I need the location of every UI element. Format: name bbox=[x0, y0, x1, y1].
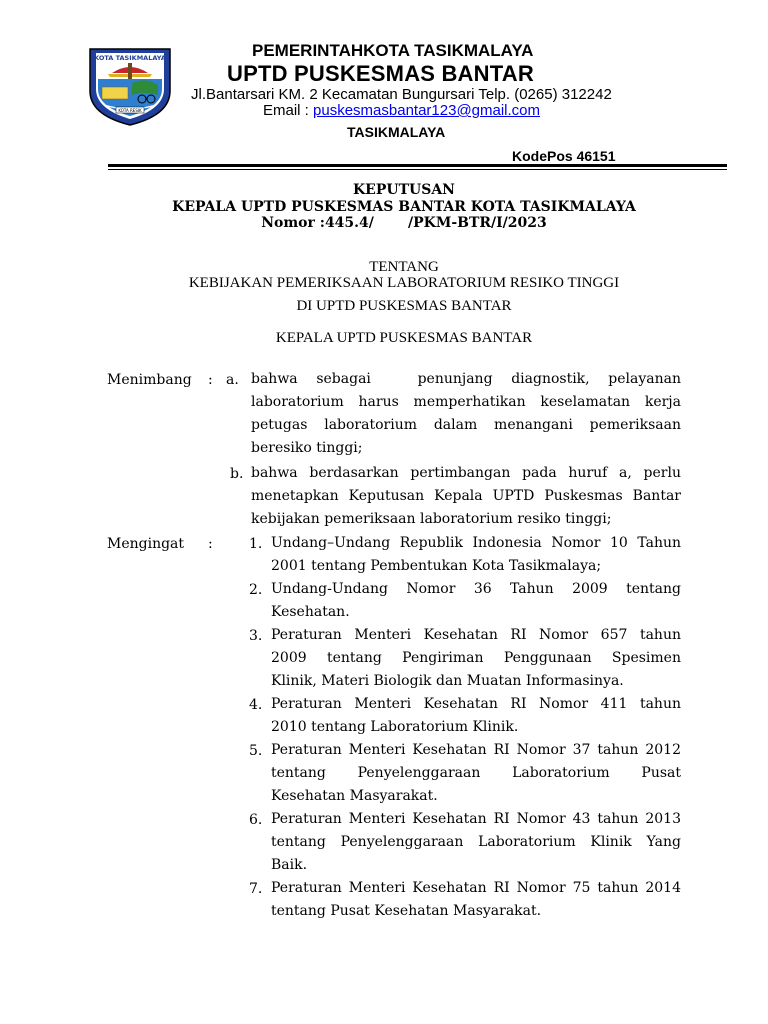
text-line: petugas laboratorium dalam menangani pemeriksaan bbox=[251, 417, 681, 433]
mengingat-item-7 bbox=[271, 877, 681, 923]
text-line: beresiko tinggi; bbox=[251, 440, 363, 456]
text-line: 2009 tentang Pengiriman Penggunaan Spesimen bbox=[271, 650, 681, 666]
mengingat-marker-3: 3. bbox=[249, 628, 263, 644]
text-line: laboratorium harus memperhatikan keselamatan kerja bbox=[251, 394, 681, 410]
mengingat-item-3 bbox=[271, 624, 681, 693]
government-name: PEMERINTAHKOTA TASIKMALAYA bbox=[252, 41, 534, 60]
city-name: TASIKMALAYA bbox=[347, 124, 446, 140]
menimbang-item-a bbox=[251, 368, 681, 460]
text-line: Peraturan Menteri Kesehatan RI Nomor 657 tahun bbox=[271, 627, 681, 643]
menimbang-label: Menimbang bbox=[107, 372, 192, 388]
text-line: tentang Pusat Kesehatan Masyarakat. bbox=[271, 903, 542, 919]
email-label: Email : bbox=[263, 102, 314, 119]
email-line bbox=[263, 102, 540, 119]
postal-code: KodePos 46151 bbox=[512, 148, 616, 164]
menimbang-colon: : bbox=[208, 372, 213, 388]
letterhead bbox=[0, 0, 768, 175]
email-link[interactable]: puskesmasbantar123@gmail.com bbox=[313, 102, 541, 119]
text-line: bahwa berdasarkan pertimbangan pada huruf a, perlu bbox=[251, 465, 681, 481]
svg-text:KOTA TASIKMALAYA: KOTA TASIKMALAYA bbox=[94, 54, 166, 62]
text-line: Undang-Undang Nomor 36 Tahun 2009 tentang bbox=[271, 581, 681, 597]
mengingat-item-5 bbox=[271, 739, 681, 808]
text-line: Peraturan Menteri Kesehatan RI Nomor 37 tahun 2012 bbox=[271, 742, 681, 758]
text-line: Baik. bbox=[271, 857, 308, 873]
address: Jl.Bantarsari KM. 2 Kecamatan Bungursari Telp. (0265) 312242 bbox=[191, 86, 612, 103]
decree-subject-line2: DI UPTD PUSKESMAS BANTAR bbox=[296, 298, 512, 314]
text-line: Undang–Undang Republik Indonesia Nomor 10 Tahun bbox=[271, 535, 681, 551]
header-divider-thin bbox=[108, 169, 727, 170]
menimbang-marker-b: b. bbox=[230, 466, 244, 482]
institution-name: UPTD PUSKESMAS BANTAR bbox=[227, 61, 534, 86]
text-line: Kesehatan. bbox=[271, 604, 350, 620]
decree-number: Nomor :445.4/ /PKM-BTR/I/2023 bbox=[261, 215, 547, 231]
city-emblem-logo bbox=[84, 43, 176, 127]
menimbang-marker-a: a. bbox=[226, 372, 239, 388]
mengingat-marker-7: 7. bbox=[249, 881, 263, 897]
menimbang-item-b bbox=[251, 462, 681, 531]
mengingat-colon: : bbox=[208, 536, 213, 552]
mengingat-marker-2: 2. bbox=[249, 582, 263, 598]
text-line: kebijakan pemeriksaan laboratorium resiko tinggi; bbox=[251, 511, 612, 527]
decree-issuer: KEPALA UPTD PUSKESMAS BANTAR KOTA TASIKMALAYA bbox=[172, 199, 636, 215]
tentang-heading: TENTANG bbox=[369, 259, 439, 275]
official-title: KEPALA UPTD PUSKESMAS BANTAR bbox=[275, 330, 533, 346]
text-line: Peraturan Menteri Kesehatan RI Nomor 75 tahun 2014 bbox=[271, 880, 681, 896]
decree-subject-line1: KEBIJAKAN PEMERIKSAAN LABORATORIUM RESIKO TINGGI bbox=[188, 275, 620, 291]
mengingat-item-2 bbox=[271, 578, 681, 624]
text-line: 2001 tentang Pembentukan Kota Tasikmalaya; bbox=[271, 558, 602, 574]
text-line: Peraturan Menteri Kesehatan RI Nomor 411 tahun bbox=[271, 696, 681, 712]
mengingat-label: Mengingat bbox=[107, 536, 185, 552]
text-line: tentang Penyelenggaraan Laboratorium Pusat bbox=[271, 765, 681, 781]
text-line: tentang Penyelenggaraan Laboratorium Klinik Yang bbox=[271, 834, 681, 850]
mengingat-marker-6: 6. bbox=[249, 812, 263, 828]
text-line: Peraturan Menteri Kesehatan RI Nomor 43 tahun 2013 bbox=[271, 811, 681, 827]
mengingat-marker-1: 1. bbox=[249, 536, 263, 552]
text-line: 2010 tentang Laboratorium Klinik. bbox=[271, 719, 519, 735]
text-line: menetapkan Keputusan Kepala UPTD Puskesmas Bantar bbox=[251, 488, 681, 504]
text-line: bahwa sebagai penunjang diagnostik, pelayanan bbox=[251, 371, 681, 387]
text-line: Klinik, Materi Biologik dan Muatan Informasinya. bbox=[271, 673, 624, 689]
header-divider-thick bbox=[108, 164, 727, 167]
mengingat-item-4 bbox=[271, 693, 681, 739]
mengingat-marker-5: 5. bbox=[249, 743, 263, 759]
svg-text:KOTA RESIK: KOTA RESIK bbox=[118, 108, 142, 113]
text-line: Kesehatan Masyarakat. bbox=[271, 788, 438, 804]
mengingat-item-1 bbox=[271, 532, 681, 578]
mengingat-item-6 bbox=[271, 808, 681, 877]
mengingat-marker-4: 4. bbox=[249, 697, 263, 713]
decree-title: KEPUTUSAN bbox=[353, 182, 455, 198]
